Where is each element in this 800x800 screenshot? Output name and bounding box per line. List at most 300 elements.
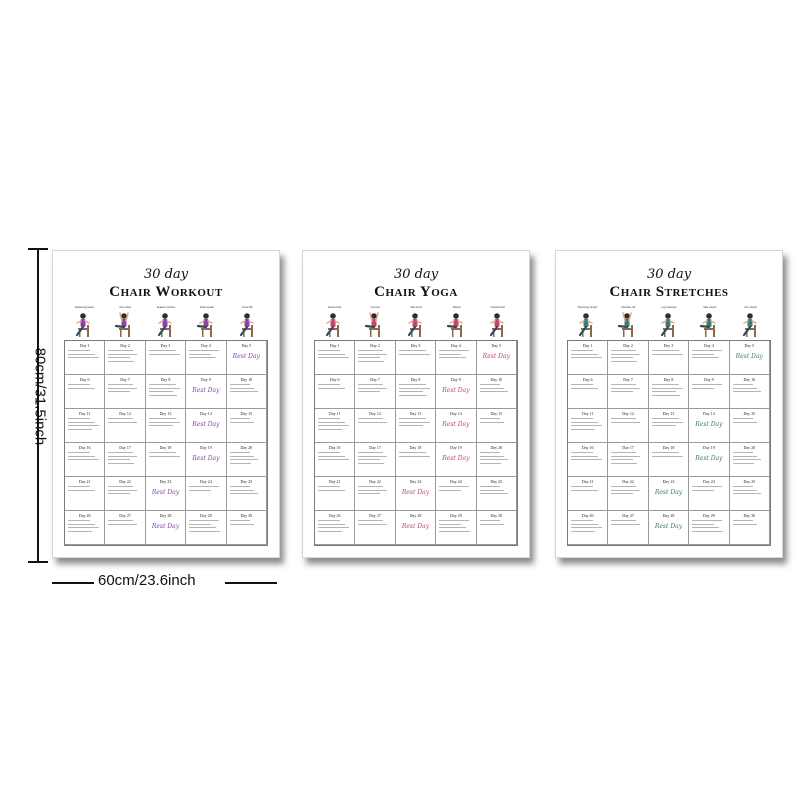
person-on-chair-icon	[361, 311, 389, 339]
exercise-text-lines	[189, 486, 222, 493]
day-label: Day 13	[409, 411, 422, 416]
day-cell	[355, 341, 395, 375]
day-cell	[105, 375, 145, 409]
day-label: Day 21	[328, 479, 341, 484]
day-label: Day 17	[119, 445, 131, 450]
day-cell	[186, 443, 226, 477]
day-cell	[568, 477, 608, 511]
exercise-text-lines	[108, 384, 141, 395]
day-cell	[396, 477, 436, 511]
day-label: Day 22	[369, 479, 381, 484]
day-label: Day 22	[119, 479, 131, 484]
exercise-text-lines	[189, 520, 222, 534]
exercise-figure	[730, 306, 771, 340]
day-label: Day 12	[622, 411, 634, 416]
day-label: Day 19	[200, 445, 212, 450]
day-label: Day 12	[119, 411, 131, 416]
exercise-text-lines	[68, 418, 101, 432]
exercise-figure	[689, 306, 730, 340]
day-label: Day 18	[662, 445, 675, 450]
day-label: Day 14	[703, 411, 715, 416]
exercise-text-lines	[358, 486, 391, 497]
day-cell	[436, 341, 476, 375]
day-label: Day 5	[241, 343, 252, 348]
day-label: Day 8	[160, 377, 171, 382]
exercise-text-lines	[230, 452, 263, 466]
exercise-text-lines	[318, 486, 351, 493]
day-label: Day 29	[703, 513, 715, 518]
day-label: Day 4	[201, 343, 211, 348]
day-cell	[396, 375, 436, 409]
day-cell	[608, 341, 648, 375]
day-label: Day 16	[78, 445, 91, 450]
rest-day-label: Rest Day	[442, 421, 470, 428]
exercise-text-lines	[733, 418, 766, 425]
day-cell	[355, 375, 395, 409]
day-label: Day 6	[582, 377, 593, 382]
day-label: Day 3	[410, 343, 421, 348]
exercise-figures-row	[64, 306, 268, 340]
rest-day-label: Rest Day	[654, 523, 683, 530]
day-cell	[608, 443, 648, 477]
person-on-chair-icon	[484, 311, 512, 339]
poster-script-heading: 30 day	[646, 267, 692, 282]
exercise-figure	[146, 306, 187, 340]
day-cell	[227, 477, 267, 511]
day-label: Day 25	[490, 479, 503, 484]
rest-day-label: Rest Day	[192, 421, 220, 428]
exercise-text-lines	[68, 520, 101, 534]
exercise-figure-caption: Arm raises	[119, 306, 132, 309]
day-calendar-grid	[314, 340, 518, 546]
person-on-chair-icon	[234, 311, 262, 339]
exercise-text-lines	[108, 452, 141, 466]
day-cell	[146, 477, 186, 511]
exercise-text-lines	[318, 350, 351, 361]
day-label: Day 2	[623, 343, 633, 348]
exercise-text-lines	[692, 520, 725, 534]
day-cell	[730, 511, 770, 545]
poster-title: Chair Workout	[109, 284, 223, 300]
day-label: Day 27	[622, 513, 634, 518]
day-cell	[227, 409, 267, 443]
day-cell	[186, 409, 226, 443]
height-dimension-label: 80cm/31.5inch	[31, 347, 49, 446]
exercise-text-lines	[733, 384, 766, 395]
day-cell	[689, 341, 729, 375]
person-on-chair-icon	[655, 311, 683, 339]
day-cell	[105, 477, 145, 511]
day-label: Day 23	[409, 479, 422, 484]
day-cell	[355, 511, 395, 545]
exercise-figures-row	[314, 306, 518, 340]
exercise-text-lines	[318, 520, 351, 534]
day-cell	[689, 443, 729, 477]
day-label: Day 23	[159, 479, 172, 484]
exercise-text-lines	[571, 486, 604, 493]
day-label: Day 1	[582, 343, 593, 348]
exercise-text-lines	[399, 452, 432, 459]
exercise-text-lines	[399, 384, 432, 398]
exercise-figure-caption: Chair squats	[199, 306, 214, 309]
exercise-text-lines	[480, 520, 513, 527]
day-cell	[689, 511, 729, 545]
day-cell	[436, 443, 476, 477]
exercise-text-lines	[611, 520, 644, 527]
day-label: Day 18	[159, 445, 172, 450]
exercise-text-lines	[68, 384, 101, 391]
day-cell	[65, 341, 105, 375]
day-cell	[315, 341, 355, 375]
exercise-text-lines	[611, 452, 644, 466]
exercise-figure	[396, 306, 437, 340]
day-cell	[608, 409, 648, 443]
rest-day-label: Rest Day	[192, 387, 220, 394]
day-label: Day 1	[329, 343, 340, 348]
exercise-figure-caption: Arm stretch	[744, 306, 757, 309]
exercise-figure-caption: Seated marches	[156, 306, 176, 309]
day-label: Day 25	[743, 479, 756, 484]
exercise-text-lines	[733, 452, 766, 466]
exercise-text-lines	[480, 418, 513, 425]
day-cell	[396, 341, 436, 375]
day-label: Day 11	[581, 411, 594, 416]
exercise-text-lines	[733, 486, 766, 497]
exercise-text-lines	[230, 418, 263, 425]
day-cell	[186, 341, 226, 375]
day-cell	[477, 477, 517, 511]
exercise-text-lines	[439, 486, 472, 493]
day-cell	[315, 409, 355, 443]
exercise-text-lines	[230, 384, 263, 395]
day-cell	[568, 409, 608, 443]
day-label: Day 20	[743, 445, 756, 450]
exercise-text-lines	[692, 384, 725, 391]
day-cell	[146, 341, 186, 375]
day-label: Day 13	[159, 411, 172, 416]
day-label: Day 7	[623, 377, 633, 382]
rest-day-label: Rest Day	[401, 489, 430, 496]
day-label: Day 26	[581, 513, 594, 518]
day-label: Day 3	[663, 343, 674, 348]
day-label: Day 14	[450, 411, 462, 416]
day-label: Day 17	[622, 445, 634, 450]
exercise-text-lines	[68, 452, 101, 463]
day-cell	[730, 409, 770, 443]
height-dimension-bottom-tick	[28, 561, 48, 563]
day-cell	[568, 443, 608, 477]
exercise-figure-caption: Forward fold	[490, 306, 505, 309]
day-cell	[436, 511, 476, 545]
day-label: Day 24	[200, 479, 212, 484]
width-dimension-line-right	[225, 582, 277, 584]
exercise-text-lines	[611, 350, 644, 364]
day-cell	[396, 511, 436, 545]
day-label: Day 30	[743, 513, 756, 518]
day-label: Day 6	[329, 377, 340, 382]
day-calendar-grid	[567, 340, 771, 546]
poster-script-heading: 30 day	[143, 267, 189, 282]
day-label: Day 29	[450, 513, 462, 518]
day-label: Day 5	[744, 343, 755, 348]
exercise-text-lines	[652, 384, 685, 398]
day-cell	[608, 511, 648, 545]
exercise-figure-caption: Cat cow	[370, 306, 380, 309]
day-cell	[65, 409, 105, 443]
day-cell	[436, 477, 476, 511]
exercise-figure-caption: Shoulder roll	[621, 306, 636, 309]
person-on-chair-icon	[70, 311, 98, 339]
day-label: Day 16	[328, 445, 341, 450]
exercise-text-lines	[480, 452, 513, 466]
day-cell	[146, 511, 186, 545]
day-label: Day 21	[581, 479, 594, 484]
person-on-chair-icon	[111, 311, 139, 339]
day-label: Day 13	[662, 411, 675, 416]
day-cell	[65, 511, 105, 545]
day-label: Day 2	[120, 343, 130, 348]
day-label: Day 8	[663, 377, 674, 382]
day-cell	[608, 375, 648, 409]
exercise-figure	[608, 306, 649, 340]
exercise-figure-caption: Leg extension	[661, 306, 677, 309]
person-on-chair-icon	[443, 311, 471, 339]
day-label: Day 19	[450, 445, 462, 450]
day-cell	[105, 341, 145, 375]
exercise-text-lines	[399, 418, 432, 429]
poster-title: Chair Yoga	[374, 284, 458, 300]
day-cell	[146, 443, 186, 477]
day-cell	[649, 477, 689, 511]
day-label: Day 11	[328, 411, 341, 416]
exercise-text-lines	[733, 520, 766, 527]
day-cell	[649, 375, 689, 409]
day-label: Day 26	[78, 513, 91, 518]
exercise-text-lines	[692, 486, 725, 493]
day-label: Day 30	[490, 513, 503, 518]
day-label: Day 24	[450, 479, 462, 484]
exercise-text-lines	[230, 520, 263, 527]
exercise-figure-caption: Side bend	[410, 306, 422, 309]
rest-day-label: Rest Day	[442, 455, 470, 462]
exercise-text-lines	[358, 384, 391, 395]
day-label: Day 3	[160, 343, 171, 348]
exercise-text-lines	[611, 418, 644, 425]
day-cell	[477, 375, 517, 409]
day-label: Day 27	[369, 513, 381, 518]
day-cell	[227, 341, 267, 375]
exercise-text-lines	[318, 384, 351, 391]
day-cell	[146, 409, 186, 443]
day-cell	[227, 511, 267, 545]
day-label: Day 26	[328, 513, 341, 518]
day-cell	[436, 409, 476, 443]
day-label: Day 15	[743, 411, 756, 416]
day-cell	[730, 443, 770, 477]
day-label: Day 10	[490, 377, 503, 382]
poster-chair-yoga	[302, 250, 530, 558]
rest-day-label: Rest Day	[232, 353, 260, 360]
day-label: Day 10	[743, 377, 756, 382]
day-cell	[649, 511, 689, 545]
exercise-text-lines	[611, 486, 644, 497]
day-cell	[649, 443, 689, 477]
day-label: Day 12	[369, 411, 381, 416]
day-cell	[227, 375, 267, 409]
day-cell	[186, 375, 226, 409]
rest-day-label: Rest Day	[735, 353, 763, 360]
rest-day-label: Rest Day	[192, 455, 220, 462]
poster-chair-workout	[52, 250, 280, 558]
exercise-figure-caption: Hamstring stretch	[577, 306, 598, 309]
exercise-text-lines	[108, 350, 141, 364]
day-cell	[477, 443, 517, 477]
exercise-text-lines	[318, 452, 351, 463]
day-cell	[649, 341, 689, 375]
day-label: Day 6	[79, 377, 90, 382]
exercise-text-lines	[68, 350, 101, 361]
poster-title: Chair Stretches	[609, 284, 729, 300]
day-cell	[649, 409, 689, 443]
exercise-text-lines	[358, 350, 391, 364]
day-label: Day 16	[581, 445, 594, 450]
exercise-text-lines	[358, 520, 391, 527]
exercise-figure	[64, 306, 105, 340]
rest-day-label: Rest Day	[151, 523, 180, 530]
day-cell	[689, 409, 729, 443]
day-label: Day 15	[240, 411, 253, 416]
day-label: Day 4	[704, 343, 714, 348]
day-cell	[227, 443, 267, 477]
day-cell	[568, 375, 608, 409]
exercise-text-lines	[149, 452, 182, 459]
day-cell	[146, 375, 186, 409]
person-on-chair-icon	[152, 311, 180, 339]
day-label: Day 5	[491, 343, 502, 348]
day-cell	[65, 477, 105, 511]
exercise-text-lines	[318, 418, 351, 432]
exercise-text-lines	[108, 486, 141, 497]
day-label: Day 1	[79, 343, 90, 348]
exercise-text-lines	[571, 452, 604, 463]
rest-day-label: Rest Day	[482, 353, 510, 360]
day-label: Day 18	[409, 445, 422, 450]
day-cell	[355, 409, 395, 443]
width-dimension-line-left	[52, 582, 94, 584]
person-on-chair-icon	[696, 311, 724, 339]
exercise-figure	[227, 306, 268, 340]
day-label: Day 15	[490, 411, 503, 416]
day-cell	[730, 375, 770, 409]
day-label: Day 24	[703, 479, 715, 484]
exercise-figure-caption: Seated leg raises	[74, 306, 95, 309]
day-cell	[105, 511, 145, 545]
day-label: Day 20	[240, 445, 253, 450]
day-label: Day 29	[200, 513, 212, 518]
exercise-text-lines	[480, 384, 513, 395]
exercise-text-lines	[68, 486, 101, 493]
exercise-text-lines	[652, 418, 685, 429]
day-cell	[186, 477, 226, 511]
day-cell	[436, 375, 476, 409]
exercise-text-lines	[652, 452, 685, 459]
exercise-text-lines	[189, 350, 222, 361]
exercise-text-lines	[571, 418, 604, 432]
person-on-chair-icon	[320, 311, 348, 339]
day-cell	[315, 375, 355, 409]
day-label: Day 20	[490, 445, 503, 450]
exercise-figure	[105, 306, 146, 340]
day-label: Day 17	[369, 445, 381, 450]
exercise-figure-caption: Seated twist	[327, 306, 342, 309]
day-cell	[315, 511, 355, 545]
exercise-figure-caption: Side stretch	[703, 306, 717, 309]
day-cell	[689, 477, 729, 511]
exercise-text-lines	[149, 350, 182, 357]
day-cell	[608, 477, 648, 511]
day-label: Day 27	[119, 513, 131, 518]
exercise-text-lines	[399, 350, 432, 357]
height-dimension-top-tick	[28, 248, 48, 250]
exercise-figure-caption: Knee lifts	[242, 306, 253, 309]
day-label: Day 23	[662, 479, 675, 484]
poster-script-heading: 30 day	[393, 267, 439, 282]
rest-day-label: Rest Day	[442, 387, 470, 394]
exercise-text-lines	[149, 384, 182, 398]
day-cell	[568, 341, 608, 375]
poster-chair-stretches	[555, 250, 783, 558]
day-calendar-grid	[64, 340, 268, 546]
day-cell	[355, 477, 395, 511]
day-cell	[105, 443, 145, 477]
exercise-figure	[355, 306, 396, 340]
day-label: Day 9	[451, 377, 461, 382]
day-cell	[315, 443, 355, 477]
day-label: Day 7	[120, 377, 130, 382]
exercise-figure	[436, 306, 477, 340]
rest-day-label: Rest Day	[695, 455, 723, 462]
exercise-text-lines	[571, 350, 604, 361]
rest-day-label: Rest Day	[654, 489, 683, 496]
exercise-text-lines	[571, 520, 604, 534]
day-cell	[315, 477, 355, 511]
exercise-figure	[477, 306, 518, 340]
day-label: Day 14	[200, 411, 212, 416]
day-cell	[568, 511, 608, 545]
day-label: Day 9	[704, 377, 714, 382]
exercise-text-lines	[108, 520, 141, 527]
exercise-text-lines	[358, 452, 391, 466]
exercise-text-lines	[439, 520, 472, 534]
exercise-text-lines	[652, 350, 685, 357]
exercise-text-lines	[149, 418, 182, 429]
day-cell	[105, 409, 145, 443]
day-cell	[355, 443, 395, 477]
exercise-figure	[314, 306, 355, 340]
exercise-text-lines	[692, 350, 725, 361]
day-cell	[689, 375, 729, 409]
day-label: Day 30	[240, 513, 253, 518]
day-label: Day 4	[451, 343, 461, 348]
person-on-chair-icon	[614, 311, 642, 339]
rest-day-label: Rest Day	[401, 523, 430, 530]
day-cell	[730, 477, 770, 511]
day-cell	[396, 409, 436, 443]
day-cell	[186, 511, 226, 545]
day-cell	[65, 375, 105, 409]
exercise-figure	[567, 306, 608, 340]
exercise-text-lines	[439, 350, 472, 361]
